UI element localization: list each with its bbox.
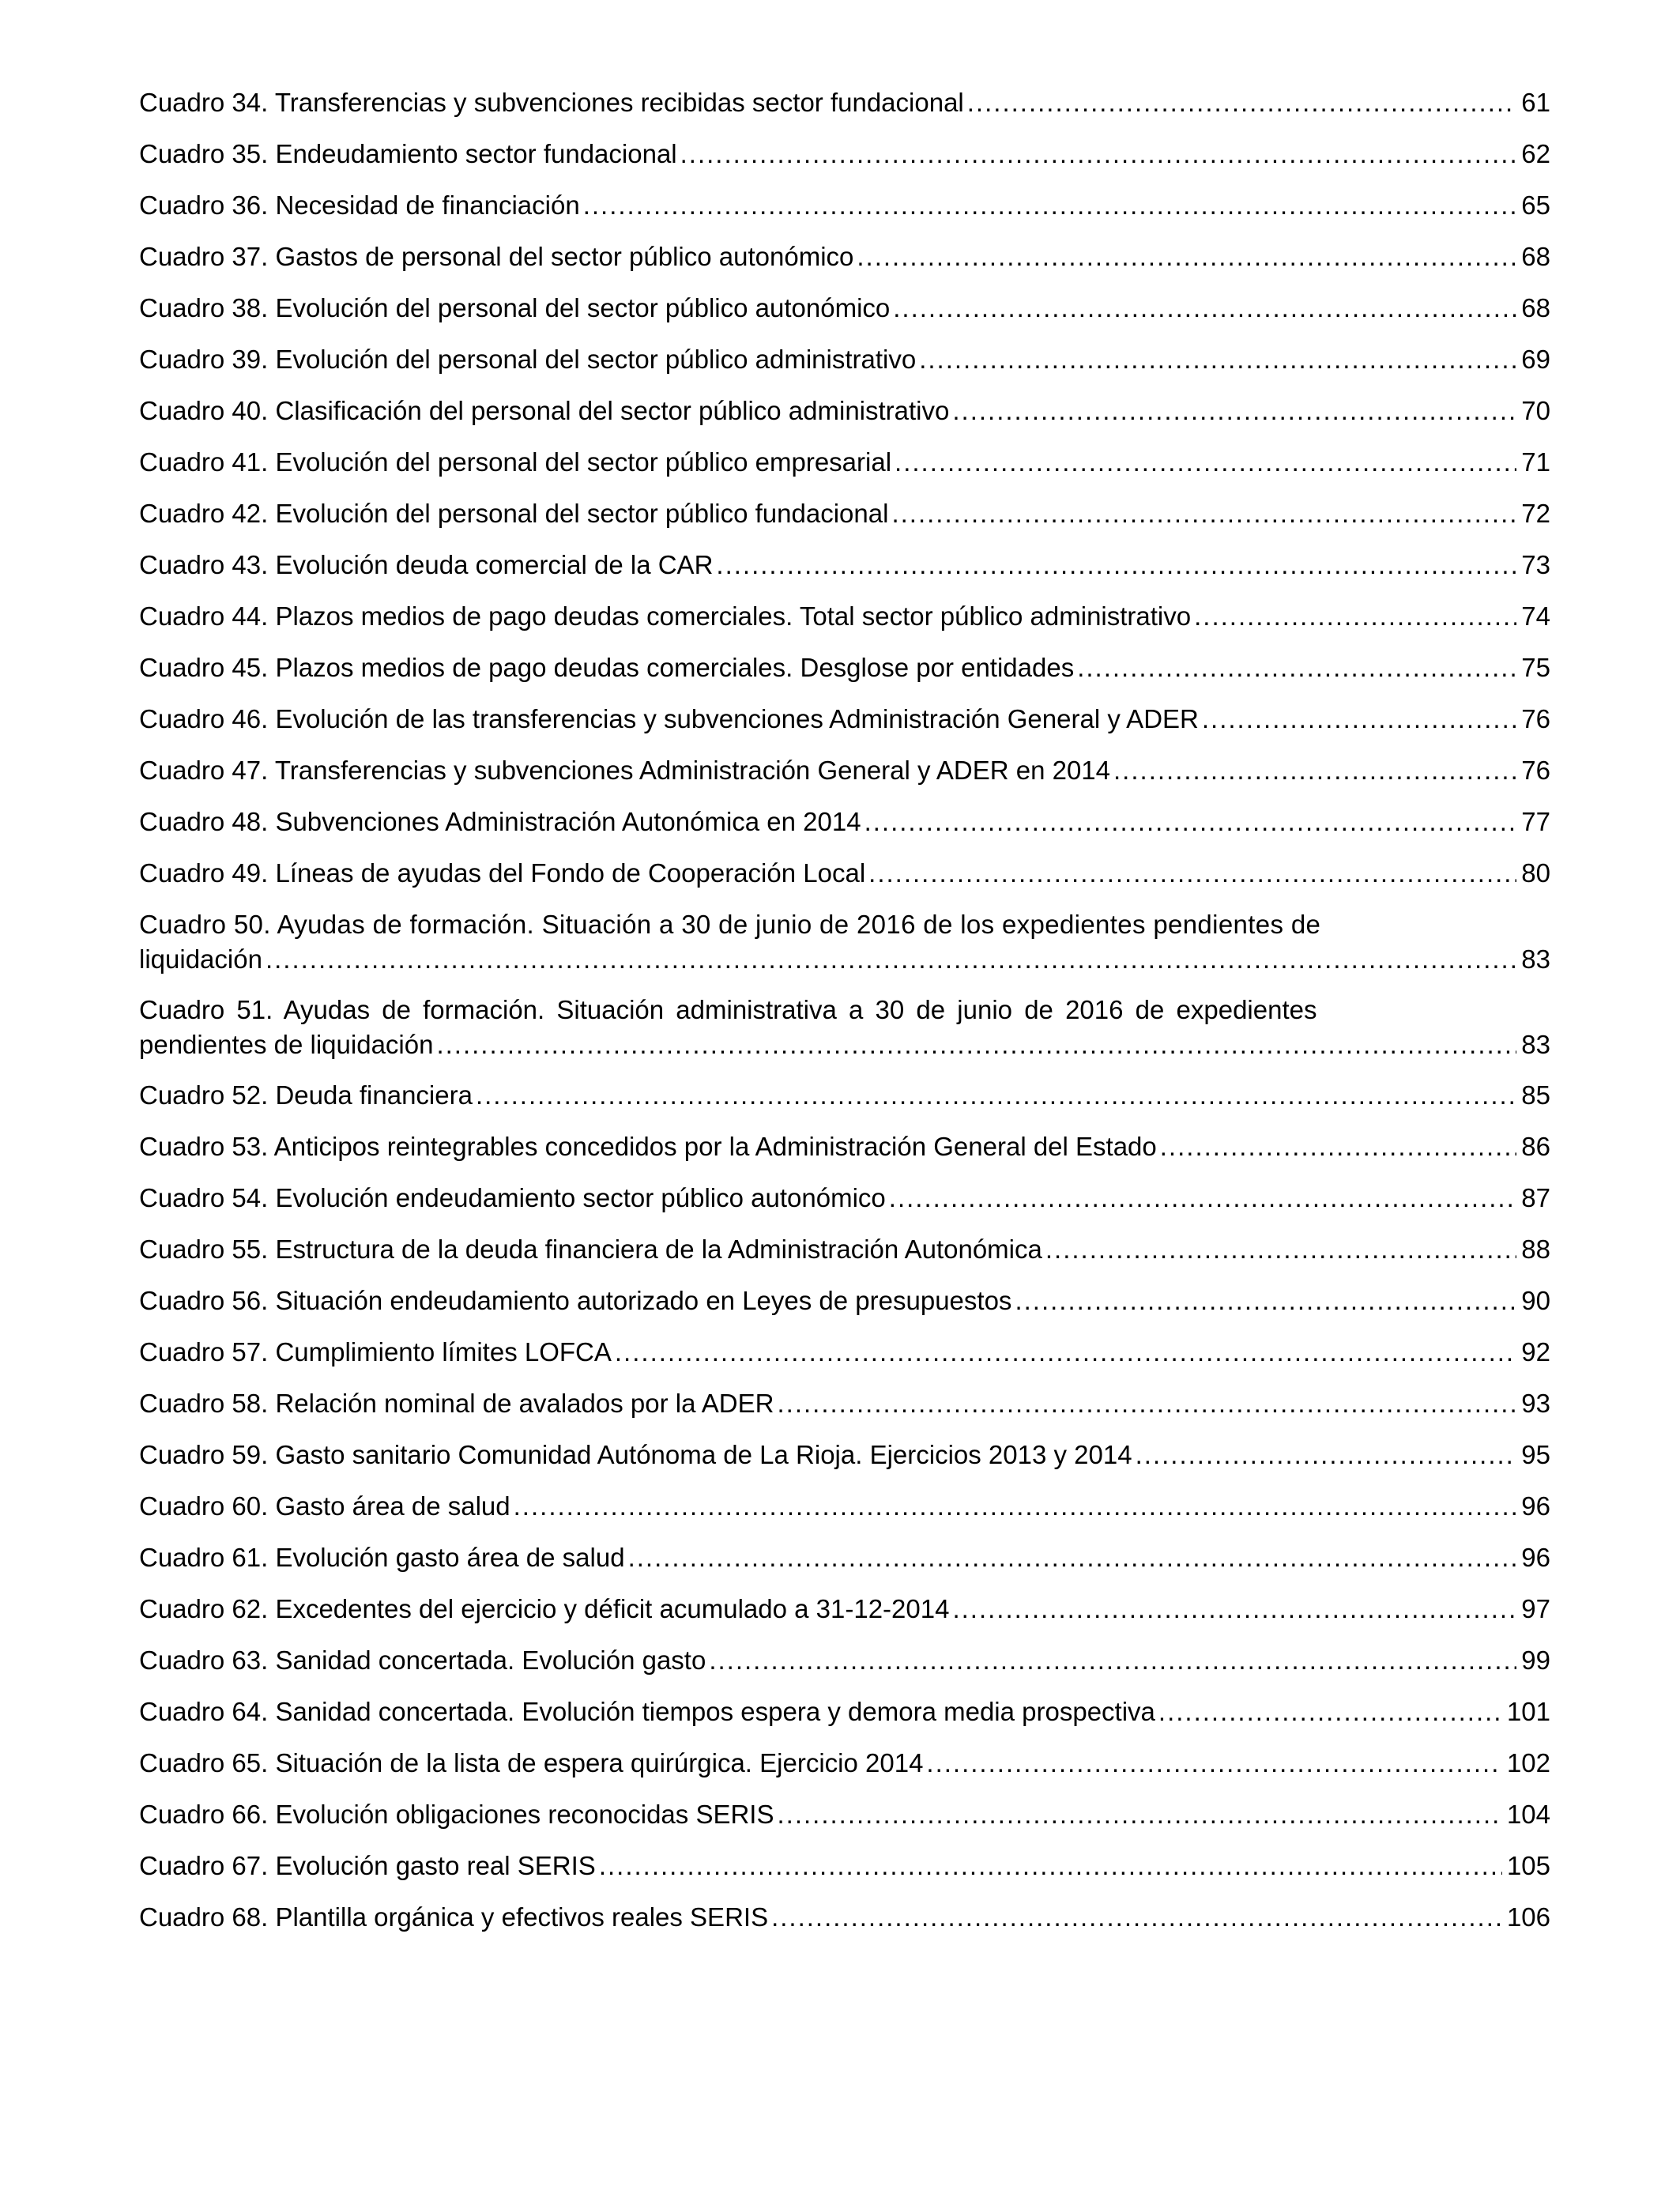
toc-entry-51[interactable] [139, 993, 1550, 1078]
toc-entry-title: Cuadro 39. Evolución del personal del sector público administrativo [139, 345, 917, 374]
dot-leader [628, 1540, 1517, 1575]
toc-entry-54[interactable] [139, 1181, 1550, 1232]
toc-entry-title: Cuadro 45. Plazos medios de pago deudas comerciales. Desglose por entidades [139, 653, 1075, 682]
toc-entry-page: 77 [1521, 807, 1550, 836]
toc-entry-title: Cuadro 68. Plantilla orgánica y efectivos reales SERIS [139, 1902, 769, 1932]
toc-entry-62[interactable] [139, 1592, 1550, 1643]
toc-entry-40[interactable] [139, 394, 1550, 445]
toc-entry-page: 92 [1521, 1337, 1550, 1367]
toc-entry-page: 65 [1521, 190, 1550, 220]
toc-entry-page: 68 [1521, 293, 1550, 322]
dot-leader [709, 1643, 1516, 1678]
dot-leader [1194, 599, 1516, 634]
toc-entry-title: Cuadro 58. Relación nominal de avalados por la ADER [139, 1389, 774, 1418]
toc-entry-65[interactable] [139, 1746, 1550, 1797]
toc-entry-first-line [139, 907, 1550, 942]
toc-entry-page: 105 [1506, 1851, 1550, 1880]
toc-entry-64[interactable] [139, 1695, 1550, 1746]
dot-leader [436, 1027, 1516, 1062]
toc-entry-63[interactable] [139, 1643, 1550, 1695]
toc-entry-title: Cuadro 55. Estructura de la deuda financiera de la Administración Autonómica [139, 1235, 1042, 1264]
toc-entry-title: Cuadro 40. Clasificación del personal del sector público administrativo [139, 396, 950, 425]
toc-entry-page: 83 [1521, 1030, 1550, 1059]
toc-entry-page: 95 [1521, 1440, 1550, 1469]
toc-entry-page: 69 [1521, 345, 1550, 374]
toc-entry-48[interactable] [139, 805, 1550, 856]
toc-entry-36[interactable] [139, 188, 1550, 239]
toc-entry-title: Cuadro 44. Plazos medios de pago deudas comerciales. Total sector público administrativo [139, 601, 1192, 631]
toc-entry-title: Cuadro 46. Evolución de las transferencias y subvenciones Administración General y ADER [139, 704, 1199, 733]
toc-entry-page: 99 [1521, 1646, 1550, 1675]
dot-leader [952, 1592, 1516, 1627]
toc-entry-title: Cuadro 66. Evolución obligaciones reconocidas SERIS [139, 1800, 774, 1829]
toc-entry-55[interactable] [139, 1232, 1550, 1284]
toc-entry-52[interactable] [139, 1078, 1550, 1129]
toc-entry-title: Cuadro 47. Transferencias y subvenciones Administración General y ADER en 2014 [139, 756, 1111, 785]
dot-leader [771, 1900, 1502, 1935]
dot-leader [1202, 702, 1516, 737]
dot-leader [889, 1181, 1517, 1216]
dot-leader [857, 239, 1516, 274]
toc-entry-68[interactable] [139, 1900, 1550, 1951]
dot-leader [864, 805, 1517, 839]
toc-entry-page: 62 [1521, 139, 1550, 168]
toc-entry-page: 61 [1521, 88, 1550, 117]
dot-leader [1158, 1695, 1502, 1729]
toc-entry-title: Cuadro 64. Sanidad concertada. Evolución tiempos espera y demora media prospectiva [139, 1697, 1155, 1726]
toc-entry-49[interactable] [139, 856, 1550, 907]
toc-entry-42[interactable] [139, 496, 1550, 548]
dot-leader [716, 548, 1516, 582]
toc-entry-page: 85 [1521, 1080, 1550, 1110]
toc-entry-title: Cuadro 52. Deuda financiera [139, 1080, 473, 1110]
toc-entry-page: 71 [1521, 447, 1550, 477]
toc-entry-title: Cuadro 59. Gasto sanitario Comunidad Autónoma de La Rioja. Ejercicios 2013 y 2014 [139, 1440, 1132, 1469]
toc-entry-page: 88 [1521, 1235, 1550, 1264]
toc-entry-53[interactable] [139, 1129, 1550, 1181]
toc-entry-title: Cuadro 50. Ayudas de formación. Situación a 30 de junio de 2016 de los expedientes pendientes de [139, 910, 1321, 939]
toc-entry-title: Cuadro 41. Evolución del personal del sector público empresarial [139, 447, 892, 477]
dot-leader [926, 1746, 1502, 1781]
toc-entry-page: 72 [1521, 499, 1550, 528]
toc-entry-66[interactable] [139, 1797, 1550, 1849]
dot-leader [1136, 1438, 1517, 1472]
dot-leader [893, 291, 1516, 326]
dot-leader [680, 137, 1517, 172]
toc-entry-43[interactable] [139, 548, 1550, 599]
toc-entry-title: Cuadro 62. Excedentes del ejercicio y déficit acumulado a 31-12-2014 [139, 1594, 950, 1623]
dot-leader [615, 1335, 1516, 1370]
toc-entry-title: Cuadro 61. Evolución gasto área de salud [139, 1543, 625, 1572]
toc-entry-page: 73 [1521, 550, 1550, 579]
toc-entry-57[interactable] [139, 1335, 1550, 1386]
toc-entry-title-continued: liquidación [139, 944, 262, 974]
toc-entry-title: Cuadro 35. Endeudamiento sector fundacional [139, 139, 677, 168]
toc-entry-title: Cuadro 37. Gastos de personal del sector público autonómico [139, 242, 854, 271]
toc-entry-38[interactable] [139, 291, 1550, 342]
toc-entry-title: Cuadro 53. Anticipos reintegrables concedidos por la Administración General del Estado [139, 1132, 1157, 1161]
toc-entry-page: 93 [1521, 1389, 1550, 1418]
toc-entry-title-continued: pendientes de liquidación [139, 1030, 434, 1059]
toc-entry-39[interactable] [139, 342, 1550, 394]
dot-leader [1160, 1129, 1517, 1164]
toc-entry-45[interactable] [139, 650, 1550, 702]
toc-entry-46[interactable] [139, 702, 1550, 753]
dot-leader [777, 1386, 1516, 1421]
toc-entry-44[interactable] [139, 599, 1550, 650]
toc-entry-page: 96 [1521, 1543, 1550, 1572]
toc-entry-page: 74 [1521, 601, 1550, 631]
dot-leader [266, 942, 1516, 977]
toc-entry-page: 102 [1506, 1748, 1550, 1777]
toc-entry-60[interactable] [139, 1489, 1550, 1540]
dot-leader [967, 85, 1517, 120]
toc-entry-34[interactable] [139, 85, 1550, 137]
toc-entry-page: 83 [1521, 944, 1550, 974]
toc-entry-title: Cuadro 36. Necesidad de financiación [139, 190, 580, 220]
dot-leader [599, 1849, 1502, 1883]
dot-leader [1077, 650, 1516, 685]
dot-leader [891, 496, 1516, 531]
toc-entry-page: 70 [1521, 396, 1550, 425]
toc-entry-page: 96 [1521, 1491, 1550, 1521]
toc-entry-page: 87 [1521, 1183, 1550, 1212]
toc-entry-page: 104 [1506, 1800, 1550, 1829]
toc-entry-page: 101 [1506, 1697, 1550, 1726]
toc-entry-61[interactable] [139, 1540, 1550, 1592]
toc-entry-56[interactable] [139, 1284, 1550, 1335]
toc-entry-page: 86 [1521, 1132, 1550, 1161]
toc-entry-page: 90 [1521, 1286, 1550, 1315]
toc-entry-50[interactable] [139, 907, 1550, 993]
toc-entry-59[interactable] [139, 1438, 1550, 1489]
toc-entry-page: 97 [1521, 1594, 1550, 1623]
dot-leader [895, 445, 1516, 480]
toc-entry-title: Cuadro 42. Evolución del personal del sector público fundacional [139, 499, 889, 528]
toc-entry-title: Cuadro 43. Evolución deuda comercial de la CAR [139, 550, 714, 579]
toc-entry-title: Cuadro 48. Subvenciones Administración Autonómica en 2014 [139, 807, 861, 836]
toc-entry-47[interactable] [139, 753, 1550, 805]
toc-entry-58[interactable] [139, 1386, 1550, 1438]
toc-entry-page: 68 [1521, 242, 1550, 271]
dot-leader [1045, 1232, 1516, 1267]
toc-entry-37[interactable] [139, 239, 1550, 291]
dot-leader [1015, 1284, 1516, 1318]
toc-entry-title: Cuadro 65. Situación de la lista de espera quirúrgica. Ejercicio 2014 [139, 1748, 924, 1777]
toc-entry-title: Cuadro 56. Situación endeudamiento autorizado en Leyes de presupuestos [139, 1286, 1012, 1315]
toc-entry-title: Cuadro 51. Ayudas de formación. Situación administrativa a 30 de junio de 2016 de expedientes [139, 995, 1317, 1024]
toc-entry-first-line [139, 993, 1550, 1027]
dot-leader [514, 1489, 1517, 1524]
toc-entry-title: Cuadro 34. Transferencias y subvenciones recibidas sector fundacional [139, 88, 964, 117]
dot-leader [1113, 753, 1516, 788]
toc-entry-page: 80 [1521, 858, 1550, 888]
toc-entry-67[interactable] [139, 1849, 1550, 1900]
dot-leader [777, 1797, 1501, 1832]
toc-entry-title: Cuadro 60. Gasto área de salud [139, 1491, 510, 1521]
toc-entry-page: 75 [1521, 653, 1550, 682]
toc-entry-title: Cuadro 54. Evolución endeudamiento sector público autonómico [139, 1183, 886, 1212]
toc-entry-page: 76 [1521, 756, 1550, 785]
dot-leader [868, 856, 1516, 891]
toc-entry-title: Cuadro 57. Cumplimiento límites LOFCA [139, 1337, 612, 1367]
dot-leader [952, 394, 1516, 428]
dot-leader [583, 188, 1517, 223]
table-of-contents [139, 85, 1550, 1951]
dot-leader [919, 342, 1516, 377]
dot-leader [476, 1078, 1516, 1113]
toc-entry-35[interactable] [139, 137, 1550, 188]
toc-entry-title: Cuadro 49. Líneas de ayudas del Fondo de Cooperación Local [139, 858, 866, 888]
toc-entry-page: 76 [1521, 704, 1550, 733]
toc-entry-title: Cuadro 38. Evolución del personal del sector público autonómico [139, 293, 891, 322]
toc-entry-title: Cuadro 67. Evolución gasto real SERIS [139, 1851, 596, 1880]
toc-entry-page: 106 [1506, 1902, 1550, 1932]
toc-entry-title: Cuadro 63. Sanidad concertada. Evolución gasto [139, 1646, 706, 1675]
toc-entry-41[interactable] [139, 445, 1550, 496]
